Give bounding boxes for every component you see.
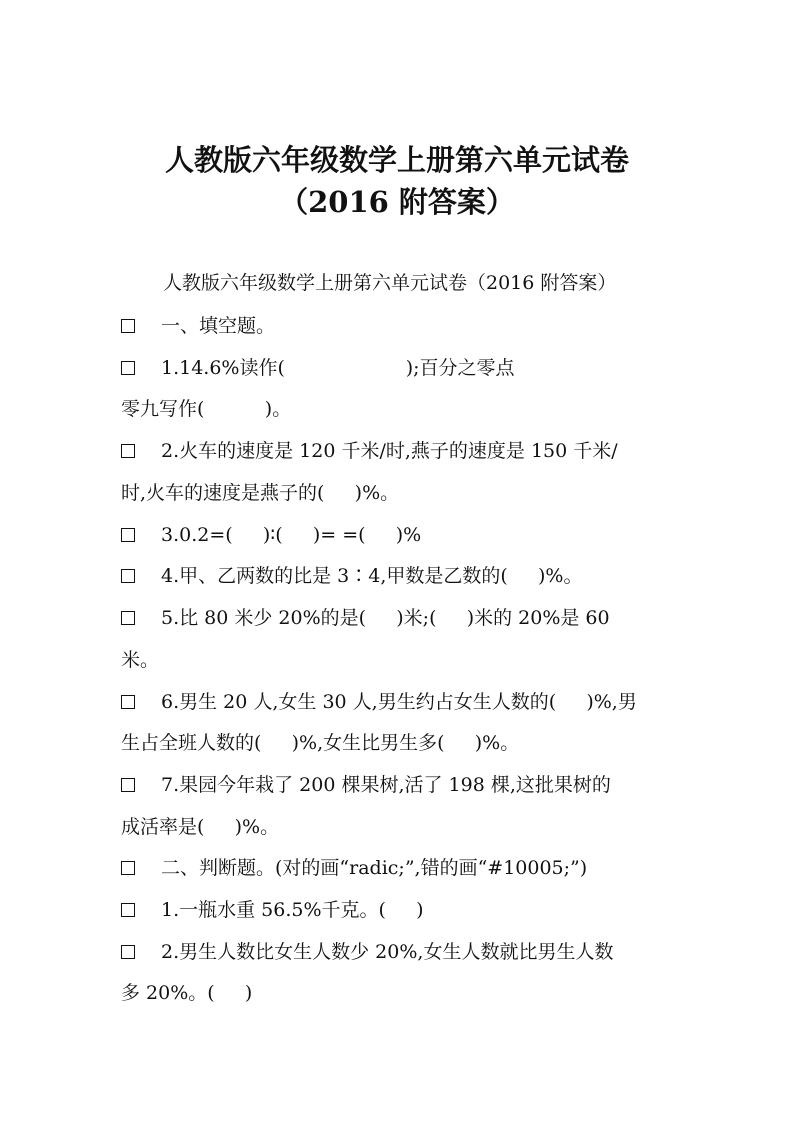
checkbox-icon [121, 319, 135, 333]
checkbox-icon [121, 361, 135, 375]
checkbox-icon [121, 528, 135, 542]
section-heading-fill-blank: 一、填空题。 [121, 313, 275, 339]
checkbox-icon [121, 695, 135, 709]
checkbox-icon [121, 569, 135, 583]
question-6-line-1: 6.男生 20 人,女生 30 人,男生约占女生人数的( )%,男 [121, 689, 637, 715]
question-3-line: 3.0.2=( )∶( )= =( )% [121, 522, 421, 548]
judgment-2-line-2: 多 20%。( ) [121, 982, 253, 1004]
question-2-line-1: 2.火车的速度是 120 千米/时,燕子的速度是 150 千米/ [121, 438, 618, 464]
question-7-line-1: 7.果园今年栽了 200 棵果树,活了 198 棵,这批果树的 [121, 772, 611, 798]
judgment-2-line-1: 2.男生人数比女生人数少 20%,女生人数就比男生人数 [121, 939, 613, 965]
checkbox-icon [121, 444, 135, 458]
question-1-line-2: 零九写作( )。 [121, 398, 292, 420]
question-5-line-1: 5.比 80 米少 20%的是( )米;( )米的 20%是 60 [121, 605, 610, 631]
question-4-line: 4.甲、乙两数的比是 3∶4,甲数是乙数的( )%。 [121, 563, 582, 589]
section-heading-true-false: 二、判断题。(对的画“radic;”,错的画“#10005;”) [121, 855, 587, 881]
checkbox-icon [121, 861, 135, 875]
question-1-line-1: 1.14.6%读作( );百分之零点 [121, 355, 515, 381]
document-subtitle: （2016 附答案） [279, 185, 515, 219]
checkbox-icon [121, 611, 135, 625]
intro-line: 人教版六年级数学上册第六单元试卷（2016 附答案） [163, 272, 617, 294]
question-7-line-2: 成活率是( )%。 [121, 816, 280, 838]
question-6-line-2: 生占全班人数的( )%,女生比男生多( )%。 [121, 732, 520, 754]
judgment-1-line: 1.一瓶水重 56.5%千克。( ) [121, 897, 424, 923]
checkbox-icon [121, 945, 135, 959]
question-5-line-2: 米。 [121, 649, 160, 671]
checkbox-icon [121, 778, 135, 792]
checkbox-icon [121, 903, 135, 917]
document-title: 人教版六年级数学上册第六单元试卷 [164, 143, 629, 177]
question-2-line-2: 时,火车的速度是燕子的( )%。 [121, 482, 400, 504]
